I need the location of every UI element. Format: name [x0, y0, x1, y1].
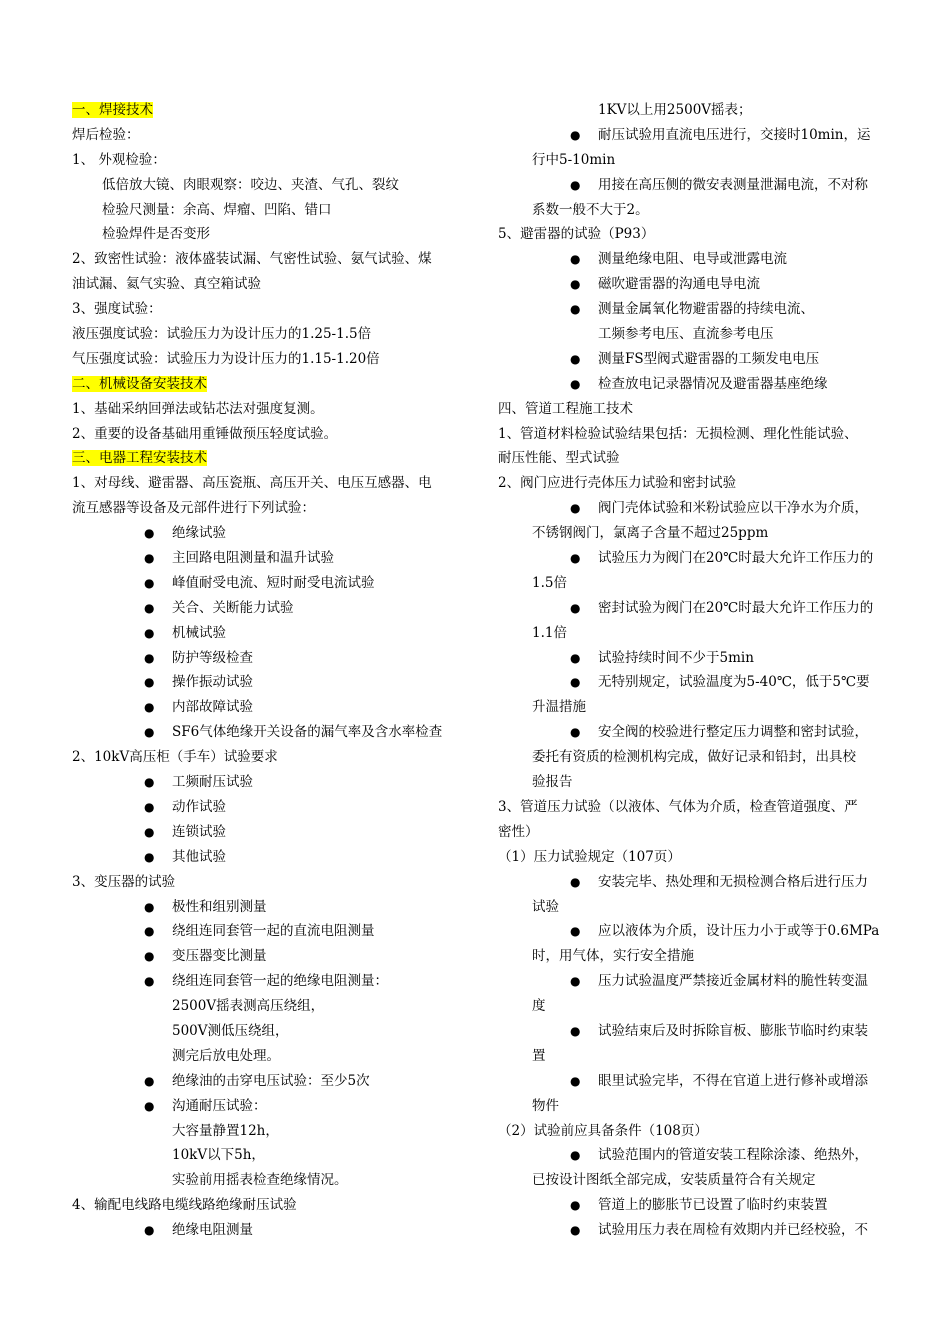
- bullet-icon: ●: [144, 575, 155, 590]
- bullet-continuation: [498, 98, 893, 123]
- bullet-item: [498, 870, 893, 895]
- wrap-text: 1.5倍: [532, 574, 567, 591]
- bullet-text: 无特别规定，试验温度为5-40℃，低于5℃要: [598, 674, 870, 691]
- paragraph-text: 4、输配电线路电缆线路绝缘耐压试验: [72, 1197, 297, 1214]
- bullet-wrap-line: [498, 1168, 893, 1193]
- wrap-text: 升温措施: [532, 699, 586, 716]
- bullet-text: 操作振动试验: [172, 674, 253, 691]
- bullet-text: 磁吹避雷器的沟通电导电流: [598, 276, 760, 293]
- bullet-item: [498, 347, 893, 372]
- bullet-item: [498, 720, 893, 745]
- bullet-icon: ●: [144, 974, 155, 989]
- continuation-text: 大容量静置12h，: [172, 1122, 279, 1139]
- bullet-continuation: [72, 1019, 467, 1044]
- indented-line: [72, 173, 467, 198]
- left-column: [72, 98, 467, 1243]
- bullet-wrap-line: [498, 1044, 893, 1069]
- wrap-text: 1.1倍: [532, 624, 567, 641]
- bullet-text: 沟通耐压试验：: [172, 1097, 267, 1114]
- bullet-icon: ●: [570, 725, 581, 740]
- paragraph-text: 2、致密性试验：液体盛装试漏、气密性试验、氨气试验、煤: [72, 251, 432, 268]
- continuation-text: 测完后放电处理。: [172, 1047, 280, 1064]
- section-heading: [72, 98, 467, 123]
- bullet-icon: ●: [570, 924, 581, 939]
- bullet-icon: ●: [144, 824, 155, 839]
- bullet-icon: ●: [570, 127, 581, 142]
- bullet-item: [72, 546, 467, 571]
- bullet-icon: ●: [144, 849, 155, 864]
- bullet-item: [498, 1069, 893, 1094]
- bullet-text: 测量绝缘电阻、电导或泄露电流: [598, 251, 787, 268]
- bullet-text: 眼里试验完毕，不得在官道上进行修补或增添: [598, 1072, 868, 1089]
- bullet-item: [498, 670, 893, 695]
- paragraph-text: 焊后检验：: [72, 126, 140, 143]
- bullet-text: 绝缘试验: [172, 525, 226, 542]
- bullet-item: [498, 247, 893, 272]
- bullet-icon: ●: [144, 775, 155, 790]
- bullet-wrap-line: [498, 994, 893, 1019]
- bullet-icon: ●: [144, 1073, 155, 1088]
- bullet-icon: ●: [570, 1148, 581, 1163]
- bullet-text: 内部故障试验: [172, 699, 253, 716]
- paragraph-text: 3、强度试验：: [72, 301, 162, 318]
- bullet-text: 阀门壳体试验和米粉试验应以干净水为介质，: [598, 500, 868, 517]
- bullet-text: 试验范围内的管道安装工程除涂漆、绝热外，: [598, 1147, 868, 1164]
- bullet-text: 应以液体为介质，设计压力小于或等于0.6MPa: [598, 923, 880, 940]
- bullet-text: 测量FS型阀式避雷器的工频发电电压: [598, 350, 820, 367]
- indented-text: 低倍放大镜、肉眼观察：咬边、夹渣、气孔、裂纹: [102, 176, 399, 193]
- bullet-item: [72, 720, 467, 745]
- bullet-icon: ●: [570, 1223, 581, 1238]
- bullet-item: [72, 646, 467, 671]
- bullet-item: [498, 596, 893, 621]
- bullet-continuation: [498, 322, 893, 347]
- bullet-item: [72, 795, 467, 820]
- paragraph-line: [72, 123, 467, 148]
- bullet-item: [72, 571, 467, 596]
- section-heading-text: 一、焊接技术: [72, 102, 153, 118]
- section-heading: [72, 446, 467, 471]
- bullet-item: [498, 546, 893, 571]
- wrap-text: 置: [532, 1047, 546, 1064]
- bullet-item: [72, 521, 467, 546]
- bullet-item: [72, 1069, 467, 1094]
- bullet-text: 工频耐压试验: [172, 774, 253, 791]
- bullet-continuation: [72, 994, 467, 1019]
- wrap-text: 系数一般不大于2。: [532, 201, 649, 218]
- bullet-text: 试验用压力表在周检有效期内并已经校验，不: [598, 1222, 868, 1239]
- bullet-text: 绕组连同套管一起的绝缘电阻测量：: [172, 973, 388, 990]
- wrap-text: 不锈钢阀门，氯离子含量不超过25ppm: [532, 525, 769, 542]
- bullet-icon: ●: [144, 551, 155, 566]
- wrap-text: 度: [532, 998, 546, 1015]
- bullet-icon: ●: [570, 974, 581, 989]
- bullet-item: [72, 845, 467, 870]
- paragraph-text: 四、管道工程施工技术: [498, 400, 633, 417]
- bullet-item: [498, 646, 893, 671]
- bullet-item: [498, 297, 893, 322]
- bullet-icon: ●: [570, 1198, 581, 1213]
- bullet-text: 密封试验为阀门在20℃时最大允许工作压力的: [598, 599, 874, 616]
- bullet-wrap-line: [498, 944, 893, 969]
- bullet-text: 绕组连同套管一起的直流电阻测量: [172, 923, 375, 940]
- paragraph-text: （1）压力试验规定（107页）: [498, 848, 681, 865]
- bullet-icon: ●: [144, 526, 155, 541]
- continuation-text: 实验前用摇表检查绝缘情况。: [172, 1172, 348, 1189]
- continuation-text: 2500V摇表测高压绕组，: [172, 998, 325, 1015]
- paragraph-text: 3、管道压力试验（以液体、气体为介质，检查管道强度、严: [498, 798, 858, 815]
- paragraph-line: [498, 795, 893, 820]
- paragraph-line: [72, 347, 467, 372]
- bullet-text: 耐压试验用直流电压进行，交接时10min，运: [598, 126, 871, 143]
- paragraph-line: [72, 148, 467, 173]
- bullet-item: [498, 1019, 893, 1044]
- wrap-text: 已按设计图纸全部完成，安装质量符合有关规定: [532, 1172, 816, 1189]
- paragraph-line: [498, 446, 893, 471]
- paragraph-text: 气压强度试验：试验压力为设计压力的1.15-1.20倍: [72, 350, 380, 367]
- bullet-item: [498, 123, 893, 148]
- bullet-item: [72, 820, 467, 845]
- bullet-text: 测量金属氧化物避雷器的持续电流、: [598, 301, 814, 318]
- paragraph-line: [498, 222, 893, 247]
- bullet-continuation: [72, 1044, 467, 1069]
- bullet-item: [498, 496, 893, 521]
- bullet-item: [72, 1218, 467, 1243]
- wrap-text: 行中5-10min: [532, 151, 616, 168]
- bullet-item: [498, 969, 893, 994]
- bullet-text: 其他试验: [172, 848, 226, 865]
- bullet-text: 关合、关断能力试验: [172, 599, 294, 616]
- bullet-text: 绝缘油的击穿电压试验：至少5次: [172, 1072, 370, 1089]
- bullet-icon: ●: [144, 1223, 155, 1238]
- paragraph-line: [72, 1193, 467, 1218]
- bullet-icon: ●: [144, 600, 155, 615]
- wrap-text: 物件: [532, 1097, 559, 1114]
- bullet-continuation: [72, 1119, 467, 1144]
- bullet-wrap-line: [498, 1094, 893, 1119]
- bullet-icon: ●: [144, 899, 155, 914]
- bullet-item: [498, 919, 893, 944]
- paragraph-text: 2、重要的设备基础用重锤做预压轻度试验。: [72, 425, 338, 442]
- wrap-text: 试验: [532, 898, 559, 915]
- bullet-wrap-line: [498, 148, 893, 173]
- bullet-item: [72, 919, 467, 944]
- continuation-text: 500V测低压绕组，: [172, 1022, 289, 1039]
- bullet-wrap-line: [498, 770, 893, 795]
- paragraph-line: [72, 496, 467, 521]
- bullet-icon: ●: [144, 675, 155, 690]
- paragraph-line: [72, 322, 467, 347]
- bullet-text: 安装完毕、热处理和无损检测合格后进行压力: [598, 873, 868, 890]
- bullet-item: [72, 596, 467, 621]
- bullet-icon: ●: [570, 551, 581, 566]
- bullet-icon: ●: [144, 625, 155, 640]
- paragraph-line: [72, 397, 467, 422]
- bullet-text: 动作试验: [172, 798, 226, 815]
- bullet-text: 管道上的膨胀节已设置了临时约束装置: [598, 1197, 828, 1214]
- bullet-icon: ●: [570, 302, 581, 317]
- bullet-item: [498, 272, 893, 297]
- bullet-text: 极性和组别测量: [172, 898, 267, 915]
- indented-text: 检验焊件是否变形: [102, 226, 210, 243]
- right-column: [498, 98, 893, 1243]
- bullet-item: [498, 372, 893, 397]
- paragraph-text: 1、基础采纳回弹法或钻芯法对强度复测。: [72, 400, 324, 417]
- paragraph-line: [72, 272, 467, 297]
- bullet-icon: ●: [570, 1023, 581, 1038]
- bullet-wrap-line: [498, 198, 893, 223]
- wrap-text: 验报告: [532, 774, 573, 791]
- bullet-icon: ●: [144, 1098, 155, 1113]
- bullet-continuation: [72, 1143, 467, 1168]
- bullet-icon: ●: [144, 799, 155, 814]
- paragraph-text: 1、对母线、避雷器、高压瓷瓶、高压开关、电压互感器、电: [72, 475, 432, 492]
- continuation-text: 工频参考电压、直流参考电压: [598, 326, 774, 343]
- wrap-text: 时，用气体，实行安全措施: [532, 948, 694, 965]
- bullet-item: [72, 969, 467, 994]
- bullet-icon: ●: [570, 874, 581, 889]
- section-heading-text: 二、机械设备安装技术: [72, 375, 207, 392]
- bullet-text: 用接在高压侧的微安表测量泄漏电流，不对称: [598, 176, 868, 193]
- bullet-icon: ●: [144, 700, 155, 715]
- indented-text: 检验尺测量：余高、焊瘤、凹陷、错口: [102, 201, 332, 218]
- paragraph-line: [72, 870, 467, 895]
- bullet-icon: ●: [144, 725, 155, 740]
- bullet-text: 试验压力为阀门在20℃时最大允许工作压力的: [598, 550, 874, 567]
- paragraph-line: [498, 471, 893, 496]
- paragraph-line: [498, 1119, 893, 1144]
- bullet-item: [72, 1094, 467, 1119]
- paragraph-text: 油试漏、氦气实验、真空箱试验: [72, 276, 261, 293]
- paragraph-text: 1、 外观检验：: [72, 151, 166, 168]
- wrap-text: 委托有资质的检测机构完成，做好记录和铅封，出具校: [532, 749, 856, 766]
- bullet-icon: ●: [570, 1073, 581, 1088]
- paragraph-line: [72, 422, 467, 447]
- continuation-text: 10kV以下5h，: [172, 1147, 265, 1164]
- paragraph-line: [72, 297, 467, 322]
- bullet-wrap-line: [498, 895, 893, 920]
- continuation-text: 1KV以上用2500V摇表；: [598, 102, 752, 118]
- paragraph-text: 流互感器等设备及元部件进行下列试验：: [72, 500, 315, 517]
- bullet-text: 连锁试验: [172, 823, 226, 840]
- bullet-icon: ●: [570, 650, 581, 665]
- paragraph-line: [72, 247, 467, 272]
- paragraph-line: [72, 471, 467, 496]
- bullet-text: 试验持续时间不少于5min: [598, 649, 754, 666]
- section-heading-text: 三、电器工程安装技术: [72, 450, 207, 467]
- bullet-icon: ●: [570, 351, 581, 366]
- indented-line: [72, 198, 467, 223]
- bullet-item: [498, 1193, 893, 1218]
- paragraph-text: 液压强度试验：试验压力为设计压力的1.25-1.5倍: [72, 326, 372, 343]
- paragraph-text: 密性）: [498, 823, 539, 840]
- bullet-icon: ●: [144, 924, 155, 939]
- paragraph-text: （2）试验前应具备条件（108页）: [498, 1122, 708, 1139]
- bullet-item: [72, 944, 467, 969]
- bullet-wrap-line: [498, 695, 893, 720]
- bullet-item: [498, 1143, 893, 1168]
- bullet-icon: ●: [570, 675, 581, 690]
- bullet-item: [498, 173, 893, 198]
- paragraph-line: [498, 845, 893, 870]
- paragraph-line: [498, 397, 893, 422]
- bullet-text: 安全阀的校验进行整定压力调整和密封试验，: [598, 724, 868, 741]
- bullet-text: 压力试验温度严禁接近金属材料的脆性转变温: [598, 973, 868, 990]
- indented-line: [72, 222, 467, 247]
- bullet-text: 防护等级检查: [172, 649, 253, 666]
- bullet-text: 变压器变比测量: [172, 948, 267, 965]
- bullet-text: 主回路电阻测量和温升试验: [172, 550, 334, 567]
- bullet-wrap-line: [498, 621, 893, 646]
- paragraph-line: [72, 745, 467, 770]
- bullet-icon: ●: [570, 376, 581, 391]
- bullet-icon: ●: [570, 600, 581, 615]
- bullet-text: 检查放电记录器情况及避雷器基座绝缘: [598, 375, 828, 392]
- bullet-text: 绝缘电阻测量: [172, 1222, 253, 1239]
- bullet-icon: ●: [570, 501, 581, 516]
- bullet-continuation: [72, 1168, 467, 1193]
- paragraph-text: 5、避雷器的试验（P93）: [498, 226, 655, 243]
- bullet-wrap-line: [498, 571, 893, 596]
- bullet-wrap-line: [498, 745, 893, 770]
- paragraph-text: 1、管道材料检验试验结果包括：无损检测、理化性能试验、: [498, 425, 858, 442]
- paragraph-line: [498, 422, 893, 447]
- bullet-icon: ●: [144, 650, 155, 665]
- bullet-item: [72, 695, 467, 720]
- bullet-text: 试验结束后及时拆除盲板、膨胀节临时约束装: [598, 1022, 868, 1039]
- bullet-item: [498, 1218, 893, 1243]
- paragraph-text: 2、10kV高压柜（手车）试验要求: [72, 749, 278, 766]
- bullet-item: [72, 670, 467, 695]
- section-heading: [72, 372, 467, 397]
- bullet-item: [72, 895, 467, 920]
- paragraph-line: [498, 820, 893, 845]
- bullet-item: [72, 770, 467, 795]
- bullet-text: 峰值耐受电流、短时耐受电流试验: [172, 574, 375, 591]
- bullet-text: 机械试验: [172, 624, 226, 641]
- bullet-wrap-line: [498, 521, 893, 546]
- bullet-icon: ●: [570, 177, 581, 192]
- paragraph-text: 3、变压器的试验: [72, 873, 176, 890]
- paragraph-text: 耐压性能、型式试验: [498, 450, 620, 467]
- bullet-icon: ●: [570, 277, 581, 292]
- paragraph-text: 2、阀门应进行壳体压力试验和密封试验: [498, 475, 737, 492]
- bullet-icon: ●: [570, 252, 581, 267]
- bullet-icon: ●: [144, 949, 155, 964]
- bullet-item: [72, 621, 467, 646]
- bullet-text: SF6气体绝缘开关设备的漏气率及含水率检查: [172, 724, 443, 741]
